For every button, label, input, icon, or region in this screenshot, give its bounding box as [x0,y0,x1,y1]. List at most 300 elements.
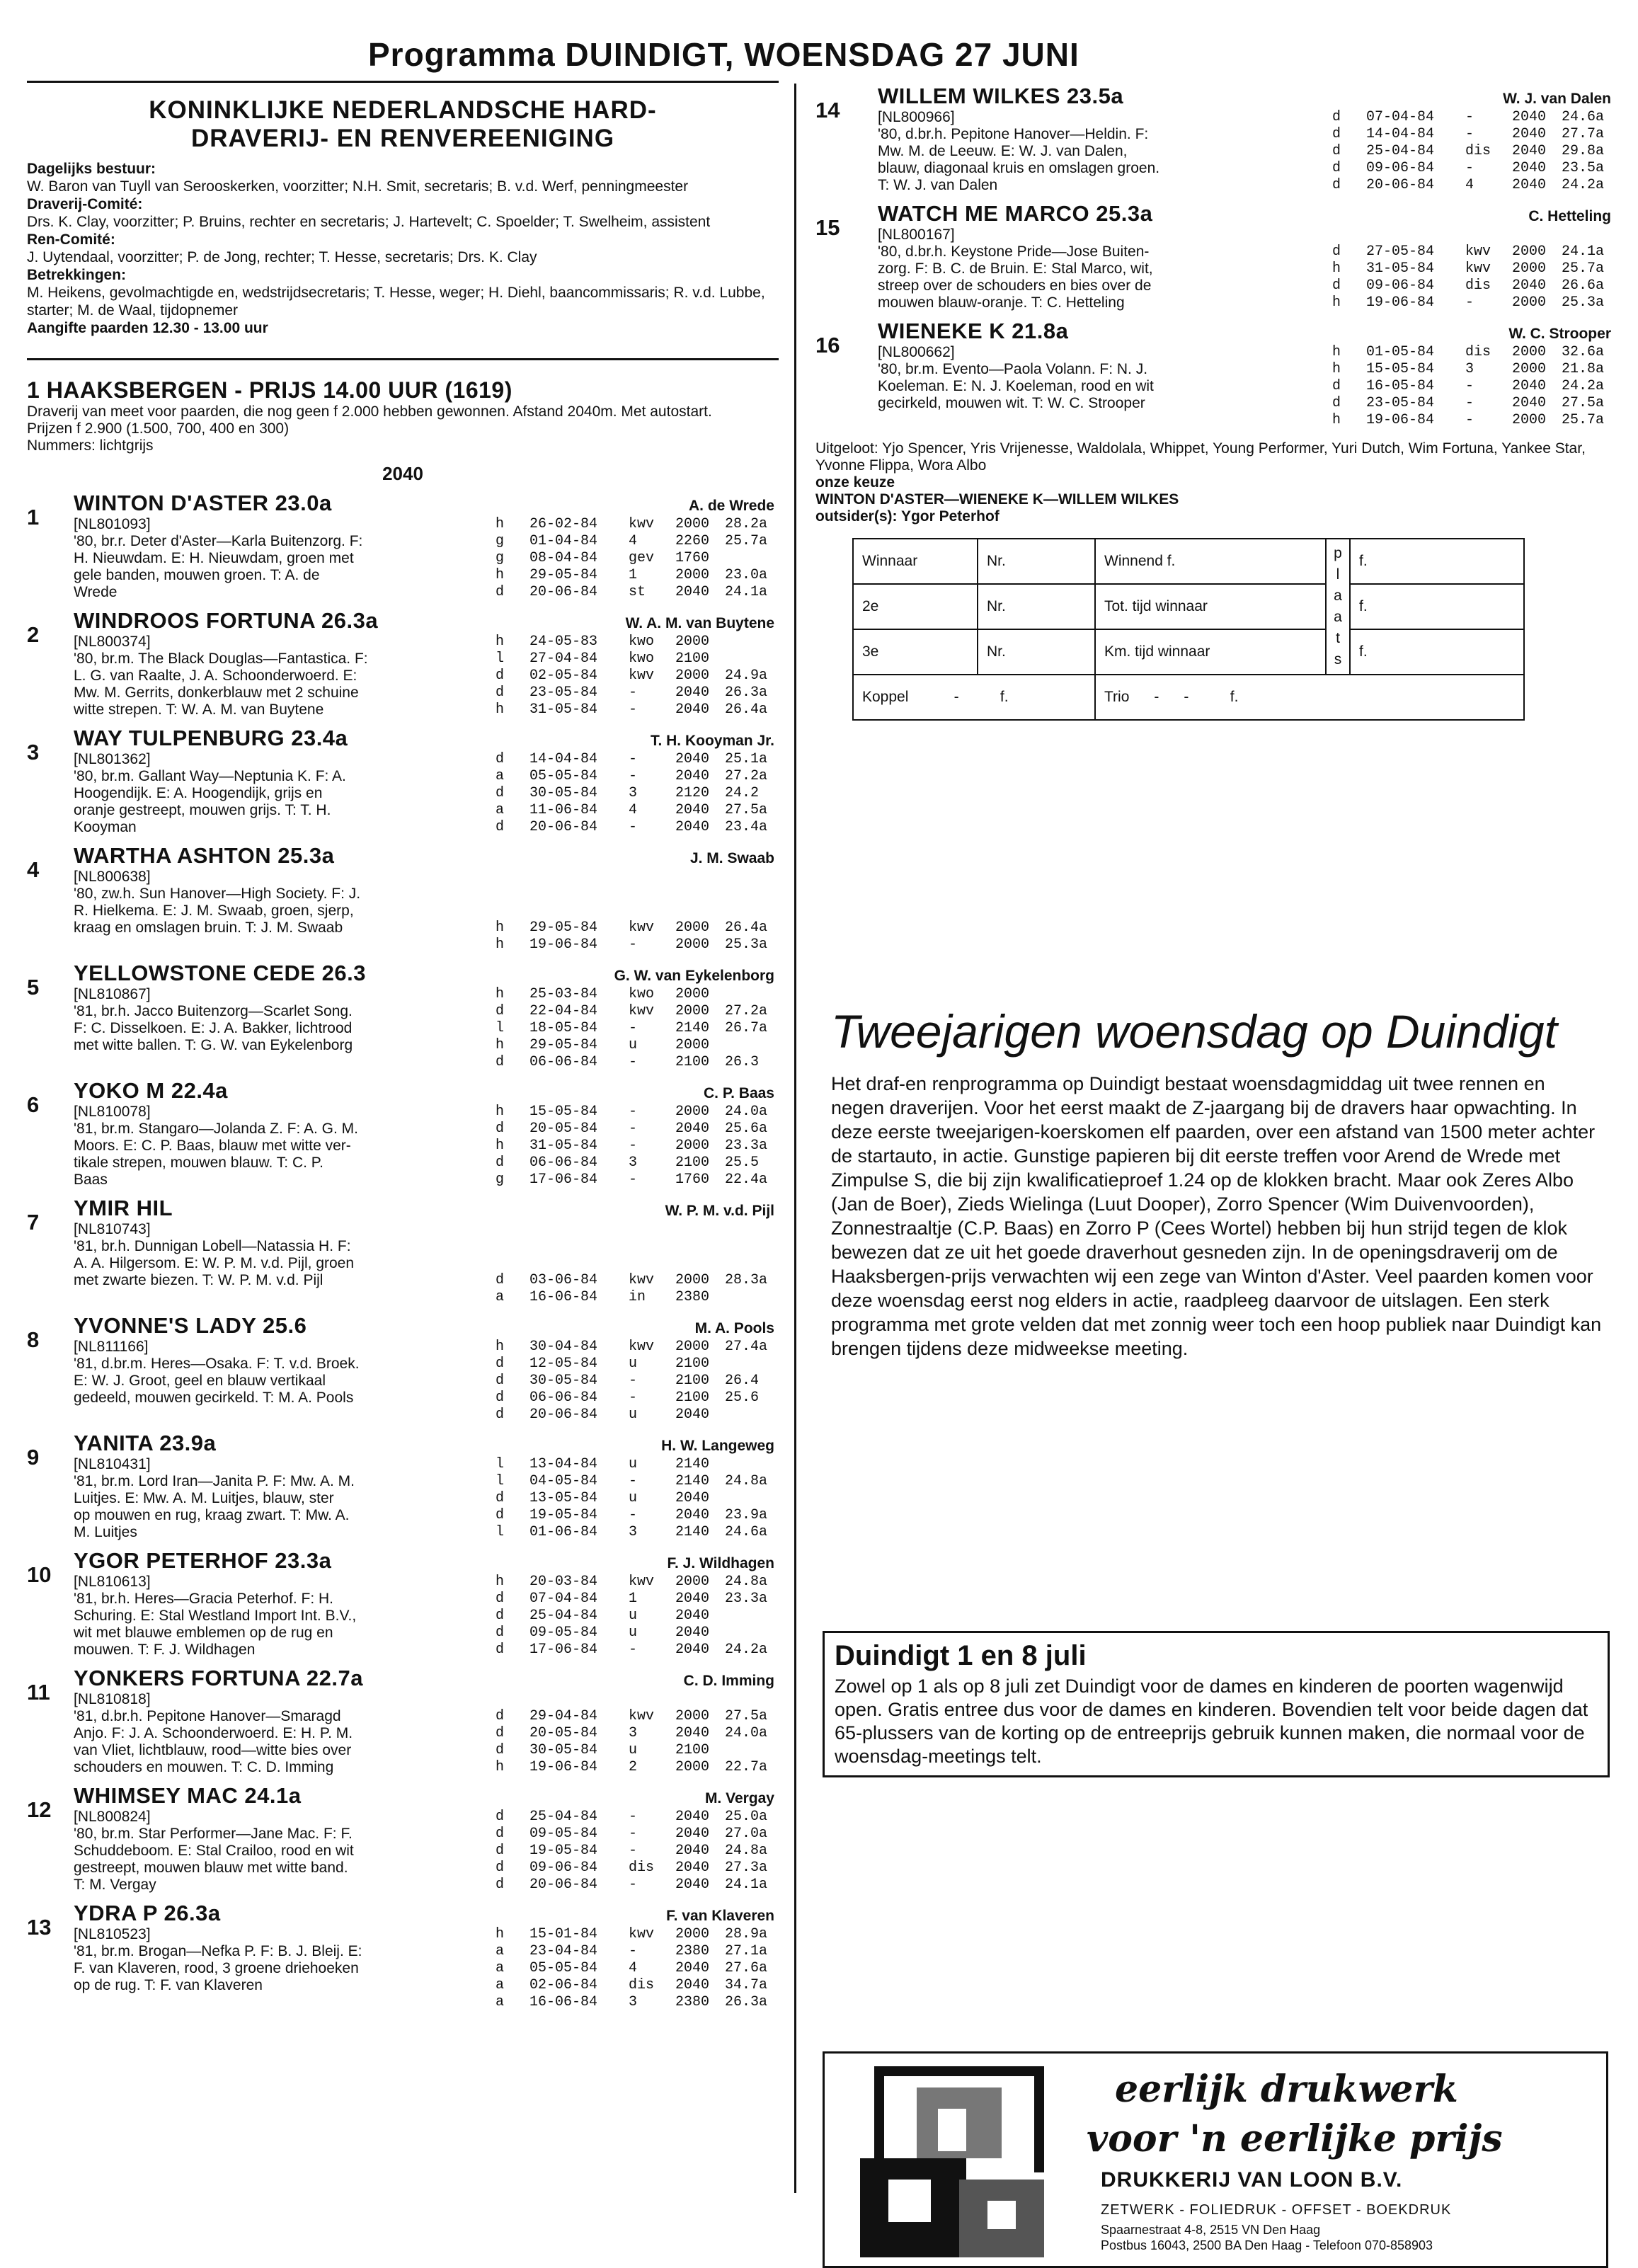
result-cell: - [629,701,638,718]
result-cell: 23.0a [725,567,768,583]
results-table [1332,227,1611,311]
result-cell [725,1456,774,1473]
description-line: F: C. Disselkoen. E: J. A. Bakker, lichtrood [74,1020,353,1036]
horse-name: WATCH ME MARCO 25.3a [878,201,1153,226]
result-cell: 2040 [675,1625,710,1641]
column-divider [794,84,796,2193]
koppel-label: Koppel [862,689,909,705]
description-line: [NL800374] [74,634,151,650]
result-cell: d [1332,277,1341,294]
result-cell: 26.3 [725,1054,760,1070]
printer-logo [846,2059,1058,2264]
trainer-name: C. Hetteling [1528,208,1611,224]
result-cell [725,651,774,668]
result-cell: l [496,651,505,667]
outsider-text: outsider(s): Ygor Peterhof [815,508,1000,525]
horse-description [878,109,1274,194]
plaats-letter: s [1334,651,1342,668]
description-line: E: W. J. Groot, geel en blauw vertikaal [74,1373,326,1389]
result-cell: 2100 [675,1373,710,1389]
description-line: [NL810818] [74,1691,151,1707]
trio-label: Trio [1104,689,1130,705]
org-section-heading: Ren-Comité: [27,231,115,248]
result-cell: 2040 [675,685,710,701]
result-cell: d [496,1591,505,1607]
koppel-rest: - f. [953,689,1009,705]
result-cell: 2040 [1512,160,1547,176]
plaats-letter: p [1334,545,1342,561]
horse-list [815,84,1615,429]
org-section-heading: Draverij-Comité: [27,196,143,212]
result-cell: 32.6a [1562,344,1605,360]
result-cell: 27.6a [725,1960,768,1976]
results-table [496,1691,774,1776]
horse-description [74,634,456,718]
result-cell: - [629,1104,638,1120]
ad-address: Spaarnestraat 4-8, 2515 VN Den Haag [1101,2223,1321,2237]
horse-number: 10 [27,1562,52,1587]
result-cell: 30-04-84 [529,1339,598,1355]
result-cell: 02-05-84 [529,668,598,684]
trainer-name: F. van Klaveren [666,1908,774,1924]
description-line: [NL811166] [74,1339,149,1355]
result-cell: - [629,1020,638,1036]
result-cell: kwv [629,1708,655,1724]
result-cell: d [496,1407,505,1423]
description-line: oranje gestreept, mouwen grijs. T: T. H. [74,802,331,818]
description-line: Moors. E: C. P. Baas, blauw met witte ver- [74,1138,351,1154]
extra-info [815,440,1615,525]
result-cell: 3 [629,1725,638,1741]
result-cell: h [496,1339,505,1355]
result-cell: 31-05-84 [529,701,598,718]
result-cell: d [496,1507,505,1523]
horse-header [878,84,1615,109]
horse-name: WHIMSEY MAC 24.1a [74,1783,302,1808]
result-cell: 1760 [675,1172,710,1188]
result-cell: 34.7a [725,1977,768,1993]
result-cell: kwv [1465,244,1491,260]
result-cell: 2040 [675,1507,710,1523]
result-cell: d [496,1860,505,1876]
horse-entry [27,1196,779,1306]
result-cell: 2100 [675,1054,710,1070]
result-cell: 25-04-84 [529,1809,598,1825]
result-cell: 2040 [675,768,710,784]
result-cell [725,1490,774,1507]
org-section-heading: Dagelijks bestuur: [27,161,156,177]
result-cell: a [496,1977,505,1993]
result-cell: 2000 [1512,412,1547,428]
result-cell: 2040 [675,1591,710,1607]
horse-entry [27,1548,779,1659]
winnaar-label: Winnaar [853,539,978,584]
result-cell: 27.4a [725,1339,768,1355]
horse-details [878,319,1615,429]
description-line: '81, br.m. Lord Iran—Janita P. F: Mw. A. M. [74,1473,355,1489]
result-cell: 19-06-84 [1366,294,1435,311]
results-table [496,1809,774,1894]
description-line: '80, d.br.h. Pepitone Hanover—Heldin. F: [878,126,1149,142]
description-line: T: W. J. van Dalen [878,177,998,193]
horse-description [74,1809,456,1894]
result-cell: 01-04-84 [529,533,598,549]
result-cell: 2040 [675,1608,710,1624]
winnend-cell: Winnend f. [1095,539,1326,584]
result-cell: in [629,1289,646,1305]
result-cell: h [1332,294,1341,311]
result-cell: u [629,1456,638,1472]
result-cell: 23.4a [725,819,768,835]
horse-entry [27,608,779,718]
horse-description [74,986,456,1071]
org-section-text: Drs. K. Clay, voorzitter; P. Bruins, rechter en secretaris; J. Hartevelt; C. Spoelder; T. Swelheim, assistent [27,214,711,230]
plaats-letter: l [1336,566,1340,583]
result-cell: d [496,1490,505,1506]
horse-header [74,491,779,516]
race-distance: 2040 [382,463,423,484]
results-table [496,516,774,601]
result-cell [725,1356,774,1373]
result-cell: 26.3a [725,1994,768,2010]
result-cell: 2040 [675,819,710,835]
description-line: '81, br.m. Stangaro—Jolanda Z. F: A. G. M. [74,1121,359,1137]
result-cell: 08-04-84 [529,550,598,566]
result-cell: 2100 [675,1390,710,1406]
result-cell: 2040 [675,1977,710,1993]
horse-number: 5 [27,975,40,1000]
result-cell: - [629,1507,638,1523]
result-cell: 2380 [675,1994,710,2010]
description-line: Hoogendijk. E: A. Hoogendijk, grijs en [74,785,323,801]
result-cell: 06-06-84 [529,1390,598,1406]
result-cell: 20-03-84 [529,1574,598,1590]
result-cell: 25.3a [1562,294,1605,311]
horse-description [878,227,1274,311]
horse-header [74,1196,779,1221]
result-cell: 25.6 [725,1390,760,1406]
horse-number: 9 [27,1445,40,1470]
result-cell: 1 [629,1591,638,1607]
article [831,1004,1603,1361]
result-cell: 27.2a [725,768,768,784]
result-cell: 20-05-84 [529,1725,598,1741]
advertisement [823,2051,1608,2268]
result-cell: 28.9a [725,1926,768,1942]
result-cell: 24.2a [1562,177,1605,193]
result-cell: d [1332,395,1341,411]
article-title: Tweejarigen woensdag op Duindigt [831,1005,1558,1058]
trainer-name: M. A. Pools [694,1320,774,1336]
horse-description [74,1926,456,2011]
result-cell: 2000 [675,1574,710,1590]
notice-box [823,1631,1610,1777]
result-cell: 24.1a [725,584,768,600]
result-cell: 26.4a [725,920,768,936]
description-line: '81, br.h. Dunnigan Lobell—Natassia H. F: [74,1238,351,1254]
result-cell: 2000 [675,1339,710,1355]
result-cell: 25-04-84 [1366,143,1435,159]
description-line: '80, br.m. The Black Douglas—Fantastica. F: [74,651,368,667]
horse-number: 6 [27,1092,40,1117]
result-cell: 25.1a [725,751,768,767]
result-cell: 1 [629,567,638,583]
result-cell: 16-06-84 [529,1994,598,2010]
horse-description [74,1104,456,1189]
result-cell: h [496,1037,505,1053]
result-cell: d [1332,244,1341,260]
result-cell [725,1625,774,1642]
ad-postbus: Postbus 16043, 2500 BA Den Haag - Telefoon 070-858903 [1101,2238,1433,2252]
result-cell: 4 [629,802,638,818]
article-body: Het draf-en renprogramma op Duindigt bestaat woensdagmiddag uit twee rennen en negen draverijen. Voor het eerst maakt de Z-jaargang bij de dravers haar opwachting. In deze eerste tweejarigen-koerskomen elf paarden, over een afstand van 1500 meter achter de startauto, in actie. Gunstige papieren bij dit eerste treffen voor Arend de Wrede met Zimpulse S, die bij zijn kwalificatieproef 1.24 op de klokken bracht. Maar ook Zeres Albo (Jan de Boer), Zieds Wielinga (Luut Dooper), Zorro Spencer (Wim Duivenvoorden), Zonnestraaltje (C.P. Baas) en Zorro P (Cees Wortel) hebben bij hun strijd tegen de klok bewezen dat ze uit het goede draverhout gesneden zijn. In de openingsdraverij om de Haaksbergen-prijs verwachten wij een zege van Winton d'Aster. Veel paarden komen voor deze woensdag eerst nog elders in actie, raadpleeg daarvoor de uitslagen. Een sterk programma met grote velden dat met zonnig weer toch een hoop publiek naar Duindigt kan brengen tijdens deze midweekse meeting. [831,1073,1602,1359]
horse-description [74,1221,456,1306]
race-numbers: Nummers: lichtgrijs [27,437,154,454]
description-line: gele banden, mouwen groen. T: A. de [74,567,320,583]
result-cell: g [496,533,505,549]
horse-name: WARTHA ASHTON 25.3a [74,843,335,868]
result-cell: kwv [1465,260,1491,277]
results-table [496,1456,774,1541]
onze-keuze-label: onze keuze [815,474,895,491]
nr-cell: Nr. [978,629,1095,675]
horse-details [74,1901,779,2011]
result-cell: h [496,1104,505,1120]
result-cell: 2040 [675,1877,710,1893]
horse-header [74,1313,779,1339]
description-line: [NL800638] [74,869,151,885]
result-cell: 2000 [1512,260,1547,277]
result-cell: 2000 [675,1272,710,1288]
horse-entry [27,726,779,836]
result-cell: - [629,1172,638,1188]
result-cell: - [629,1121,638,1137]
result-cell: d [496,668,505,684]
horse-description [74,516,456,601]
result-cell: 15-05-84 [529,1104,598,1120]
result-cell: 22.4a [725,1172,768,1188]
description-line: kraag en omslagen bruin. T: J. M. Swaab [74,920,343,936]
horse-name: WINDROOS FORTUNA 26.3a [74,608,379,633]
result-cell: kwv [629,1003,655,1019]
description-line: Luitjes. E: Mw. A. M. Luitjes, blauw, ster [74,1490,334,1506]
result-cell: d [1332,109,1341,125]
horse-description [74,751,456,836]
horse-name: YOKO M 22.4a [74,1078,228,1103]
result-cell: - [629,1826,638,1842]
result-cell: 19-06-84 [529,937,598,953]
result-cell: 09-06-84 [1366,160,1435,176]
onze-keuze: WINTON D'ASTER—WIENEKE K—WILLEM WILKES [815,491,1179,508]
horse-header [74,961,779,986]
description-line: op de rug. T: F. van Klaveren [74,1977,263,1993]
result-cell: h [496,1138,505,1154]
result-cell: 14-04-84 [529,751,598,767]
result-cell: 29-05-84 [529,920,598,936]
description-line: [NL801362] [74,751,151,767]
result-cell: h [496,1759,505,1775]
result-cell: h [496,634,505,650]
description-line: Baas [74,1172,108,1188]
notice-body: Zowel op 1 als op 8 juli zet Duindigt voor de dames en kinderen de poorten wagenwijd open. Gratis entree dus voor de dames en kinderen. Bovendien telt voor beide dagen dat 65-plussers van de korting op de entreeprijs gebruik kunnen maken, die normaal voor de woensdag-meetings telt. [835,1676,1588,1767]
result-cell: 27.5a [725,802,768,818]
race-prizes: Prijzen f 2.900 (1.500, 700, 400 en 300) [27,420,290,437]
result-cell: 19-05-84 [529,1843,598,1859]
trainer-name: G. W. van Eykelenborg [614,968,774,984]
result-cell: 24.1a [725,1877,768,1893]
result-cell: u [629,1608,638,1624]
result-cell: d [496,819,505,835]
result-cell: 2040 [1512,143,1547,159]
description-line: [NL810431] [74,1456,151,1472]
org-section-heading: Betrekkingen: [27,267,127,283]
result-cell: 28.2a [725,516,768,532]
result-cell [725,986,774,1003]
description-line: T: M. Vergay [74,1877,156,1893]
result-cell: h [496,937,505,953]
result-cell: 2040 [675,802,710,818]
result-cell: 2100 [675,1155,710,1171]
result-cell: - [1465,126,1474,142]
result-cell: 2040 [1512,177,1547,193]
result-cell: h [496,1574,505,1590]
result-cell: kwv [629,1339,655,1355]
result-cell: 31-05-84 [529,1138,598,1154]
result-cell: 2000 [675,1003,710,1019]
result-cell: 2040 [675,1843,710,1859]
horse-header [74,1783,779,1809]
horse-body [74,1926,779,2011]
horse-entry [815,84,1615,194]
horse-details [74,1666,779,1776]
description-line: L. G. van Raalte, J. A. Schoonderwoerd. E: [74,668,357,684]
description-line: wit met blauwe emblemen op de rug en [74,1625,333,1641]
ad-services: ZETWERK - FOLIEDRUK - OFFSET - BOEKDRUK [1101,2202,1452,2218]
results-table [1332,344,1611,429]
results-table [496,986,774,1071]
result-cell: 2000 [1512,244,1547,260]
result-cell: 19-05-84 [529,1507,598,1523]
result-cell: h [496,567,505,583]
description-line: tikale strepen, mouwen blauw. T: C. P. [74,1155,323,1171]
results-table [1332,109,1611,194]
result-cell: 2040 [675,584,710,600]
description-line: [NL800824] [74,1809,151,1825]
result-cell: 24.8a [725,1473,768,1489]
horse-number: 2 [27,622,40,647]
result-cell: 09-05-84 [529,1826,598,1842]
result-cell: 3 [629,1524,638,1540]
result-cell: kwv [629,1926,655,1942]
result-cell: 05-05-84 [529,768,598,784]
result-cell: h [496,516,505,532]
description-line: M. Luitjes [74,1524,137,1540]
result-cell: 26.4a [725,701,768,718]
result-cell: 23.5a [1562,160,1605,176]
horse-number: 14 [815,98,840,122]
result-cell: u [629,1407,638,1423]
result-cell: u [629,1356,638,1372]
trainer-name: C. D. Imming [683,1673,774,1689]
result-cell: 20-06-84 [1366,177,1435,193]
result-cell: 25.7a [1562,260,1605,277]
horse-body [74,516,779,601]
description-line: [NL810867] [74,986,151,1002]
result-cell: 2100 [675,651,710,667]
result-cell: 3 [629,785,638,801]
result-cell: 24-05-83 [529,634,598,650]
result-cell: 06-06-84 [529,1054,598,1070]
description-line: gecirkeld, mouwen wit. T: W. C. Strooper [878,395,1145,411]
result-cell: 06-06-84 [529,1155,598,1171]
f-cell: f. [1350,629,1524,675]
bet-form-table [852,538,1525,721]
trainer-name: W. J. van Dalen [1503,91,1611,107]
description-line: '81, br.h. Jacco Buitenzorg—Scarlet Song. [74,1003,353,1019]
result-cell: 2000 [675,920,710,936]
result-cell: 2000 [675,1104,710,1120]
result-cell: dis [1465,143,1491,159]
result-cell: 29-04-84 [529,1708,598,1724]
result-cell: 2000 [675,1138,710,1154]
result-cell: 23-05-84 [529,685,598,701]
result-cell: 2380 [675,1943,710,1959]
result-cell: 09-06-84 [1366,277,1435,294]
result-cell: 21.8a [1562,361,1605,377]
result-cell: d [496,751,505,767]
result-cell: 24.2 [725,785,760,801]
horse-entry [815,201,1615,311]
km-tijd-cell: Km. tijd winnaar [1095,629,1326,675]
result-cell: 20-05-84 [529,1121,598,1137]
result-cell: d [496,1155,505,1171]
horse-name: YDRA P 26.3a [74,1901,221,1925]
result-cell [725,550,774,567]
trainer-name: T. H. Kooyman Jr. [650,733,774,749]
result-cell: 24.0a [725,1104,768,1120]
result-cell: 2000 [675,516,710,532]
result-cell: 27.5a [725,1708,768,1724]
result-cell: 09-05-84 [529,1625,598,1641]
horse-number: 8 [27,1327,40,1352]
horse-name: YONKERS FORTUNA 22.7a [74,1666,363,1690]
result-cell: - [629,1943,638,1959]
result-cell: l [496,1456,505,1472]
tweede-label: 2e [853,584,978,629]
result-cell: 31-05-84 [1366,260,1435,277]
result-cell: 2040 [675,1860,710,1876]
description-line: '80, br.m. Gallant Way—Neptunia K. F: A. [74,768,346,784]
right-column [815,84,1615,2252]
result-cell: d [496,1054,505,1070]
result-cell: - [1465,160,1474,176]
horse-header [74,1548,779,1574]
notice-title: Duindigt 1 en 8 juli [835,1640,1087,1671]
result-cell: 2000 [675,634,710,650]
result-cell: 29.8a [1562,143,1605,159]
result-cell: - [1465,412,1474,428]
result-cell: 2120 [675,785,710,801]
result-cell: 05-05-84 [529,1960,598,1976]
result-cell: 26.7a [725,1020,768,1036]
horse-header [878,201,1615,227]
result-cell: 22-04-84 [529,1003,598,1019]
trio-rest: - - f. [1154,689,1239,705]
result-cell: 07-04-84 [529,1591,598,1607]
result-cell: 3 [629,1155,638,1171]
horse-body [74,634,779,718]
plaats-cell [1326,539,1350,675]
